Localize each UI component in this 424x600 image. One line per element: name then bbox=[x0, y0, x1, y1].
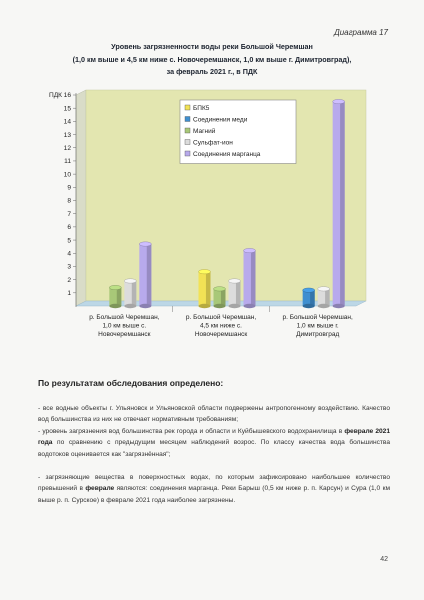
y-tick-label-5: 5 bbox=[67, 237, 71, 245]
bar-соединения-марганца-cat-2 bbox=[244, 248, 256, 308]
bar-base bbox=[124, 304, 136, 308]
bar-бпк5-cat-2 bbox=[199, 270, 211, 309]
bar-shade bbox=[117, 288, 122, 306]
legend-label-2: Соединения меди bbox=[193, 116, 248, 124]
category-label-1-line-3: Новочеремшанск bbox=[98, 330, 151, 338]
bar-shade bbox=[325, 289, 330, 306]
bar-соединения-марганца-cat-1 bbox=[139, 242, 151, 308]
y-tick-label-1: 1 bbox=[67, 290, 71, 298]
bar-top bbox=[303, 288, 315, 292]
category-label-1-line-2: 1,0 км выше с. bbox=[102, 322, 147, 330]
results-heading: По результатам обследования определено: bbox=[38, 378, 224, 388]
bar-магний-cat-2 bbox=[214, 287, 226, 309]
legend-label-5: Соединения марганца bbox=[193, 150, 261, 158]
bar-shade bbox=[251, 251, 256, 306]
diagram-label: Диаграмма 17 bbox=[334, 28, 388, 37]
y-tick-label-14: 14 bbox=[63, 118, 71, 126]
bar-top bbox=[214, 287, 226, 291]
y-tick-label-16: 16 bbox=[63, 92, 71, 100]
bar-top bbox=[244, 248, 256, 252]
bar-top bbox=[139, 242, 151, 246]
paragraph-2 bbox=[38, 426, 390, 460]
paragraph-1: - все водные объекты г. Ульяновск и Ульяновской области подвержены антропогенному воздействию. Качество вод большинства из них не отвечает нормативным требованиям; bbox=[38, 405, 390, 424]
y-tick-label-11: 11 bbox=[64, 158, 71, 166]
bar-top bbox=[109, 285, 121, 289]
chart-side-wall bbox=[76, 90, 86, 306]
category-label-1-line-1: р. Большой Черемшан, bbox=[89, 314, 160, 321]
legend-label-4: Сульфат-ион bbox=[193, 139, 233, 147]
bar-base bbox=[214, 304, 226, 308]
paragraph-3-emphasis: феврале bbox=[85, 485, 115, 493]
bar-shade bbox=[340, 102, 345, 306]
y-tick-label-9: 9 bbox=[67, 184, 71, 192]
bar-top bbox=[199, 270, 211, 274]
bar-shade bbox=[236, 281, 241, 306]
category-label-3-line-3: Димитровград bbox=[296, 330, 340, 338]
bar-соединения-меди-cat-3 bbox=[303, 288, 315, 308]
y-tick-label-4: 4 bbox=[67, 250, 71, 258]
y-tick-label-6: 6 bbox=[67, 224, 71, 232]
bar-магний-cat-1 bbox=[109, 285, 121, 308]
category-label-2-line-2: 4,5 км ниже с. bbox=[199, 322, 243, 330]
legend-label-3: Магний bbox=[193, 127, 216, 135]
legend-swatch-1 bbox=[185, 105, 190, 110]
bar-сульфат-ион-cat-2 bbox=[229, 279, 241, 308]
chart-title-line-2: (1,0 км выше и 4,5 км ниже с. Новочеремшанск, 1,0 км выше г. Димитровград), bbox=[72, 54, 352, 64]
bar-base bbox=[109, 304, 121, 308]
bar-shade bbox=[310, 290, 315, 306]
chart-title-line-3: за февраль 2021 г., в ПДК bbox=[166, 67, 258, 76]
page-number: 42 bbox=[380, 556, 388, 563]
legend-swatch-5 bbox=[185, 151, 190, 156]
paragraph-3 bbox=[38, 472, 390, 506]
bar-соединения-марганца-cat-3 bbox=[333, 99, 345, 308]
bar-сульфат-ион-cat-3 bbox=[318, 287, 330, 309]
bar-top bbox=[318, 287, 330, 291]
y-tick-label-3: 3 bbox=[67, 263, 71, 271]
paragraph-2-part-c: по сравнению с предыдущим месяцем наблюдений возрос. По классу качества вода большинства водотоков оценивается как "загрязнённая"; bbox=[38, 439, 390, 458]
category-label-2-line-1: р. Большой Черемшан, bbox=[185, 314, 257, 321]
bar-сульфат-ион-cat-1 bbox=[124, 279, 136, 308]
chart-title-line-1: Уровень загрязненности воды реки Большой Черемшан bbox=[111, 42, 313, 51]
bar-base bbox=[303, 304, 315, 308]
y-tick-label-7: 7 bbox=[67, 210, 71, 218]
bar-shade bbox=[147, 244, 152, 306]
legend-swatch-4 bbox=[185, 140, 190, 145]
y-tick-label-2: 2 bbox=[67, 276, 71, 284]
y-tick-label-13: 13 bbox=[63, 131, 71, 139]
paragraph-2-part-a: - уровень загрязнения вод большинства рек города и области и Куйбышевского водохранилища в bbox=[38, 428, 345, 435]
paragraph-2-emphasis: феврале 2021 года bbox=[38, 428, 391, 447]
y-tick-label-12: 12 bbox=[63, 144, 71, 152]
y-axis-title: ПДК bbox=[48, 92, 62, 100]
bar-top bbox=[124, 279, 136, 283]
bar-shade bbox=[221, 289, 226, 306]
legend-label-1: БПК5 bbox=[193, 104, 210, 112]
bar-base bbox=[199, 304, 211, 308]
y-tick-label-8: 8 bbox=[67, 197, 71, 205]
legend-swatch-2 bbox=[185, 117, 190, 122]
bar-top bbox=[229, 279, 241, 283]
bar-base bbox=[318, 304, 330, 308]
category-label-2-line-3: Новочеремшанск bbox=[194, 330, 248, 338]
category-label-3-line-1: р. Большой Черемшан, bbox=[282, 314, 353, 321]
y-tick-label-10: 10 bbox=[63, 171, 71, 179]
legend-swatch-3 bbox=[185, 128, 190, 133]
y-tick-label-15: 15 bbox=[63, 105, 71, 113]
bar-shade bbox=[206, 272, 211, 306]
bar-top bbox=[333, 99, 345, 103]
bar-base bbox=[333, 304, 345, 308]
bar-base bbox=[244, 304, 256, 308]
category-label-3-line-2: 1,0 км выше г. bbox=[296, 322, 339, 330]
bar-base bbox=[229, 304, 241, 308]
bar-shade bbox=[132, 281, 137, 306]
paragraph-3-part-a: - загрязняющие вещества в поверхностных водах, по которым зафиксировано наибольшее количество превышений в bbox=[38, 474, 390, 493]
bar-base bbox=[139, 304, 151, 308]
paragraph-3-part-c: являются: соединения марганца. Реки Барыш (0,5 км ниже р. п. Карсун) и Сура (1,0 км выше р. п. Сурское) в феврале 2021 года наиболее загрязнены. bbox=[38, 485, 391, 504]
